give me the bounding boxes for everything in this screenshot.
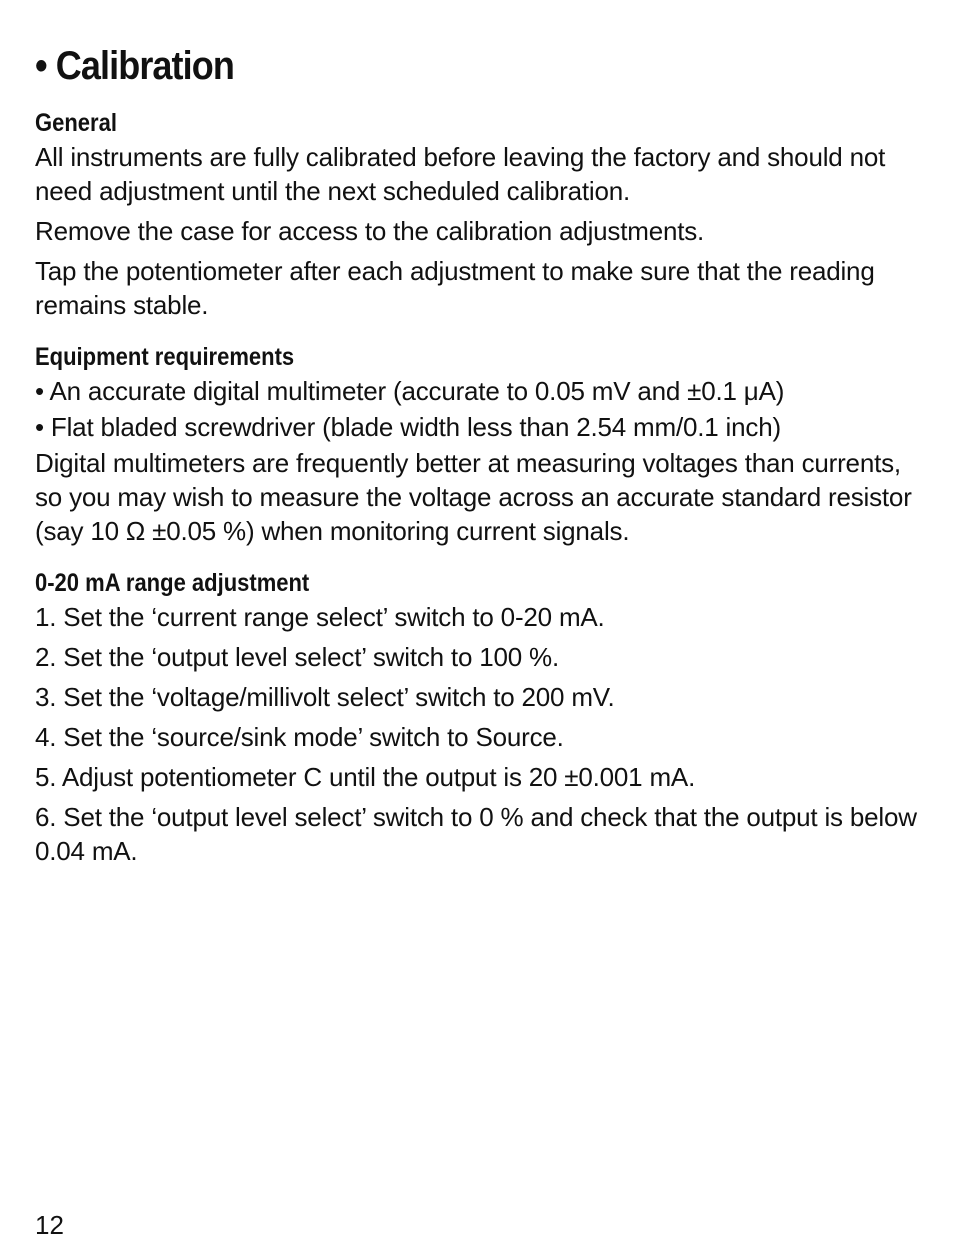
section-heading-equipment: Equipment requirements bbox=[35, 343, 295, 371]
paragraph-remove-case: Remove the case for access to the calibration adjustments. bbox=[35, 216, 705, 246]
step-6: 6. Set the ‘output level select’ switch to 0 % and check that the output is below 0.04 mA. bbox=[35, 802, 917, 866]
step-3: 3. Set the ‘voltage/millivolt select’ switch to 200 mV. bbox=[35, 682, 615, 712]
list-item-multimeter: • An accurate digital multimeter (accurate to 0.05 mV and ±0.1 μA) bbox=[35, 376, 785, 406]
section-equipment bbox=[35, 340, 930, 548]
section-heading-range-adjustment: 0-20 mA range adjustment bbox=[35, 569, 310, 597]
section-range-adjustment bbox=[35, 566, 930, 868]
paragraph-tap-potentiometer: Tap the potentiometer after each adjustment to make sure that the reading remains stable. bbox=[35, 256, 875, 320]
step-4: 4. Set the ‘source/sink mode’ switch to Source. bbox=[35, 722, 564, 752]
paragraph-multimeter-note: Digital multimeters are frequently better at measuring voltages than currents, so you may wish to measure the voltage across an accurate standard resistor (say 10 Ω ±0.05 %) when monitoring current signals. bbox=[35, 448, 912, 546]
page-title: • Calibration bbox=[35, 44, 234, 88]
step-5: 5. Adjust potentiometer C until the output is 20 ±0.001 mA. bbox=[35, 762, 696, 792]
step-1: 1. Set the ‘current range select’ switch to 0-20 mA. bbox=[35, 602, 605, 632]
step-2: 2. Set the ‘output level select’ switch to 100 %. bbox=[35, 642, 559, 672]
section-general bbox=[35, 106, 930, 322]
document-page bbox=[35, 40, 930, 874]
list-item-screwdriver: • Flat bladed screwdriver (blade width less than 2.54 mm/0.1 inch) bbox=[35, 412, 781, 442]
page-number: 12 bbox=[35, 1210, 64, 1240]
section-heading-general: General bbox=[35, 109, 117, 137]
paragraph-factory-calibrated: All instruments are fully calibrated before leaving the factory and should not need adjustment until the next scheduled calibration. bbox=[35, 142, 886, 206]
